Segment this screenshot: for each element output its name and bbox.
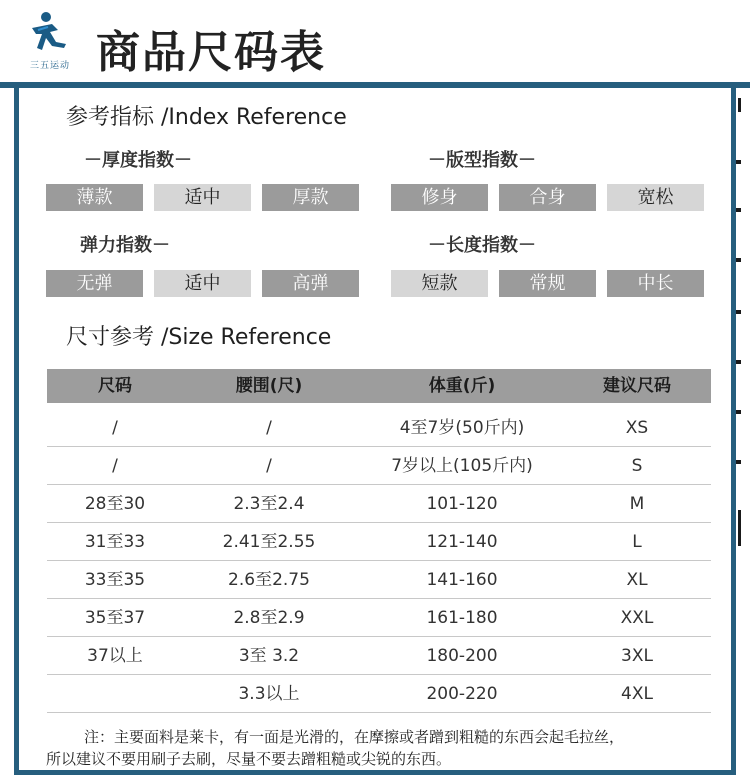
cell-recommended: XL [626, 570, 648, 590]
cell-size: 28至30 [84, 494, 146, 514]
fit-label: －版型指数－ [428, 150, 536, 171]
cell-size: 37以上 [87, 646, 143, 666]
size-reference-title: 尺寸参考 /Size Reference [66, 325, 332, 350]
fit-option-loose: 宽松 [607, 184, 704, 211]
table-row [47, 409, 711, 447]
cell-recommended: S [631, 456, 643, 476]
cell-weight: 141-160 [426, 570, 498, 590]
side-fragment [736, 88, 750, 781]
cell-waist: 2.41至2.55 [222, 532, 316, 552]
logo-text: 三五运动 [29, 61, 70, 71]
elastic-option-medium: 适中 [154, 270, 251, 297]
cell-recommended: XXL [620, 608, 654, 628]
table-row [47, 637, 711, 675]
cell-waist: 2.8至2.9 [233, 608, 305, 628]
side-mark [736, 258, 741, 262]
side-mark [736, 310, 741, 314]
table-row [47, 447, 711, 485]
cell-size: / [112, 456, 118, 476]
side-mark [738, 510, 741, 546]
length-label: －长度指数－ [428, 235, 536, 256]
elastic-option-none: 无弹 [46, 270, 143, 297]
fit-option-slim: 修身 [391, 184, 488, 211]
care-note-line-1: 注：主要面料是莱卡，有一面是光滑的，在摩擦或者蹭到粗糙的东西会起毛拉丝， [84, 728, 625, 746]
fit-option-regular: 合身 [499, 184, 596, 211]
cell-weight: 4至7岁(50斤内) [399, 418, 525, 438]
cell-waist: 2.3至2.4 [233, 494, 305, 514]
side-mark [736, 360, 741, 364]
cell-weight: 7岁以上(105斤内) [391, 456, 533, 476]
side-mark [736, 460, 741, 464]
elastic-option-high: 高弹 [262, 270, 359, 297]
table-row [47, 523, 711, 561]
length-option-short: 短款 [391, 270, 488, 297]
thickness-option-thin: 薄款 [46, 184, 143, 211]
cell-weight: 200-220 [426, 684, 498, 704]
cell-waist: / [266, 418, 272, 438]
cell-weight: 180-200 [426, 646, 498, 666]
cell-size [47, 675, 183, 713]
length-option-regular: 常规 [499, 270, 596, 297]
cell-recommended: 4XL [621, 684, 653, 704]
cell-recommended: M [629, 494, 645, 514]
runner-logo-icon [22, 10, 78, 58]
cell-waist: 2.6至2.75 [228, 570, 310, 590]
thickness-label: －厚度指数－ [84, 150, 192, 171]
cell-waist: 3至 3.2 [238, 646, 300, 666]
index-reference-title: 参考指标 /Index Reference [66, 105, 347, 130]
table-row [47, 675, 711, 713]
cell-recommended: L [632, 532, 642, 552]
cell-waist: / [266, 456, 272, 476]
col-weight: 体重(斤) [428, 376, 496, 396]
table-row [47, 561, 711, 599]
side-mark [738, 98, 741, 112]
thickness-option-medium: 适中 [154, 184, 251, 211]
header [0, 0, 750, 82]
cell-weight: 101-120 [426, 494, 498, 514]
cell-size: / [112, 418, 118, 438]
thickness-option-thick: 厚款 [262, 184, 359, 211]
cell-size: 31至33 [84, 532, 146, 552]
table-row [47, 599, 711, 637]
elastic-label: 弹力指数－ [80, 235, 170, 256]
col-recommended: 建议尺码 [603, 376, 671, 396]
cell-recommended: 3XL [621, 646, 653, 666]
cell-weight: 121-140 [426, 532, 498, 552]
side-mark [736, 208, 741, 212]
size-table-header [47, 369, 711, 403]
brand-logo [22, 10, 78, 74]
col-waist: 腰围(尺) [235, 376, 303, 396]
cell-weight: 161-180 [426, 608, 498, 628]
care-note [46, 726, 736, 770]
cell-recommended: XS [625, 418, 649, 438]
cell-size: 35至37 [84, 608, 146, 628]
side-mark [736, 160, 741, 164]
length-option-mid: 中长 [607, 270, 704, 297]
page-title: 商品尺码表 [96, 27, 326, 78]
cell-size: 33至35 [84, 570, 146, 590]
side-mark [736, 410, 741, 414]
col-size: 尺码 [98, 376, 132, 396]
care-note-line-2: 所以建议不要用刷子去刷，尽量不要去蹭粗糙或尖锐的东西。 [46, 750, 452, 768]
table-row [47, 485, 711, 523]
cell-waist: 3.3以上 [238, 684, 300, 704]
